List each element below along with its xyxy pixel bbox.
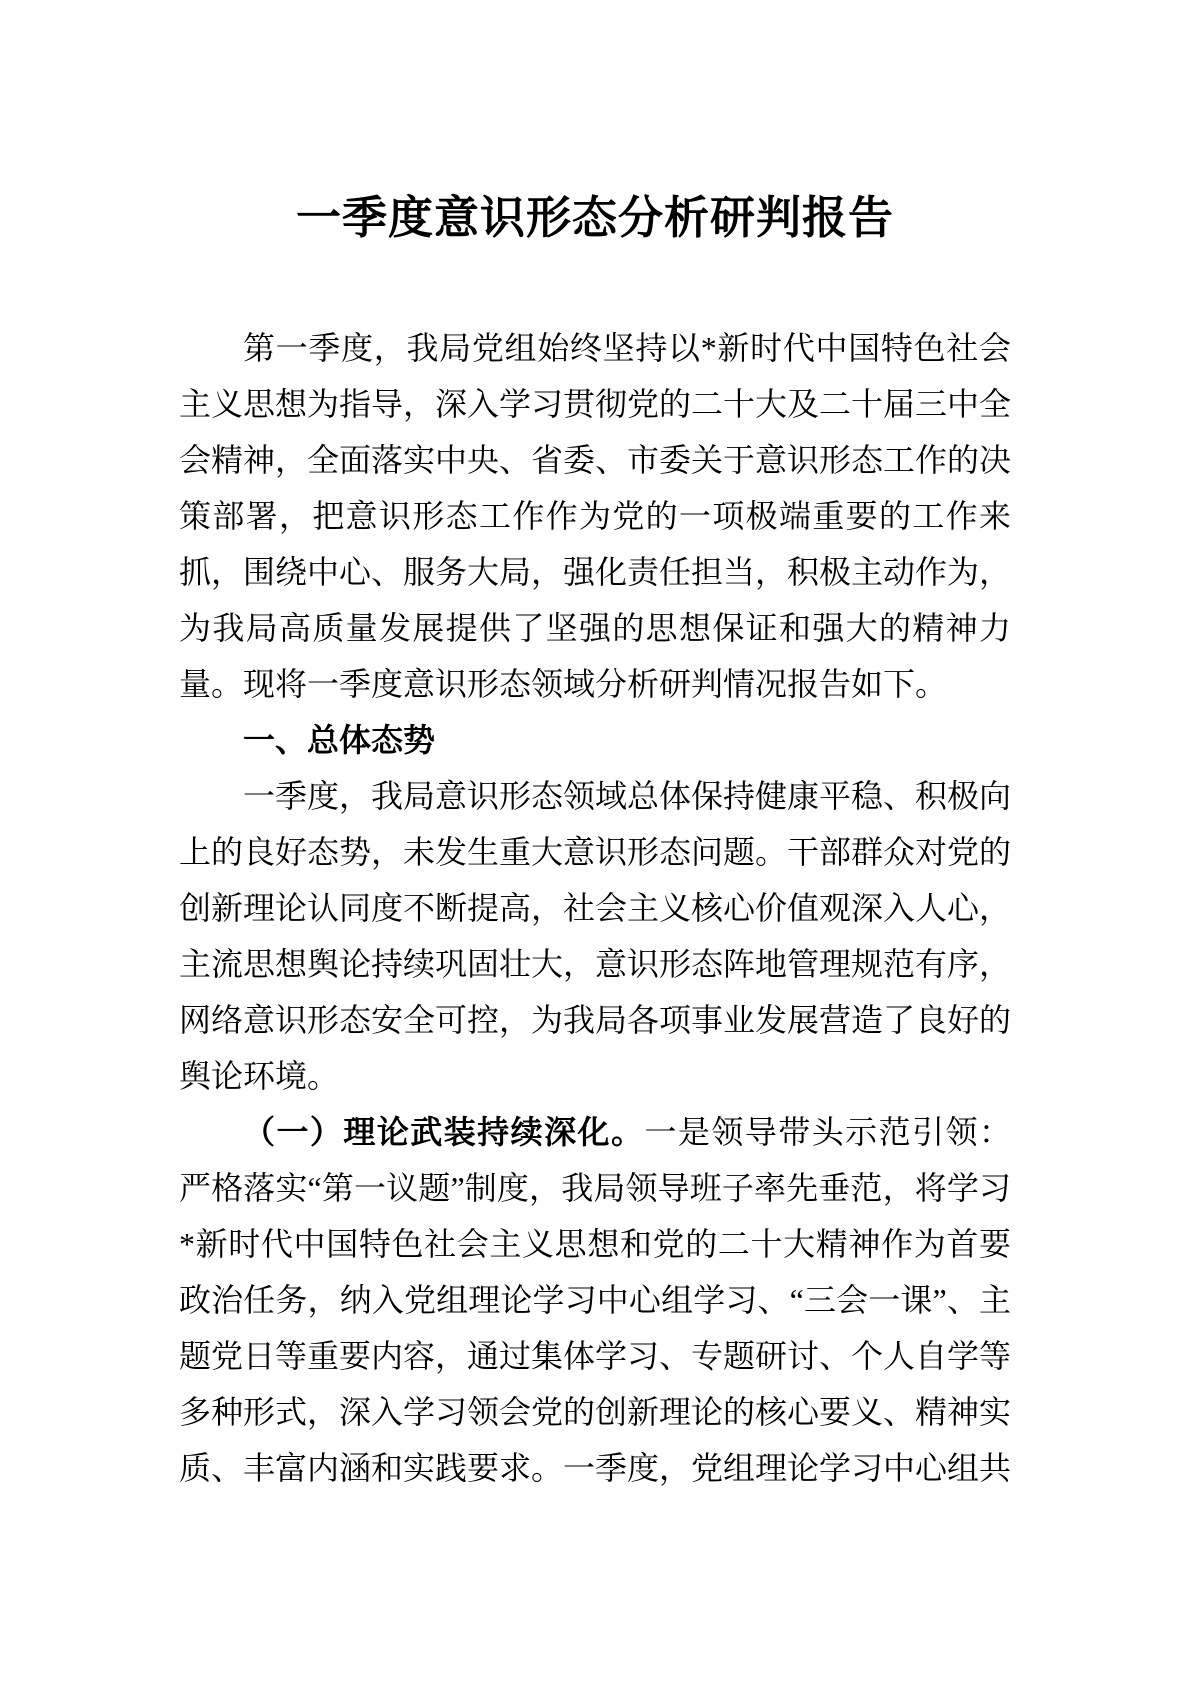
paragraph-intro: 第一季度，我局党组始终坚持以*新时代中国特色社会主义思想为指导，深入学习贯彻党的二十大及二十届三中全会精神，全面落实中央、省委、市委关于意识形态工作的决策部署，把意识形态工作作为党的一项极端重要的工作来抓，围绕中心、服务大局，强化责任担当，积极主动作为，为我局高质量发展提供了坚强的思想保证和强大的精神力量。现将一季度意识形态领域分析研判情况报告如下。 [179,330,1012,702]
section-heading-overall-situation: 一、总体态势 [243,722,436,758]
paragraph-theory-arming [179,1104,1011,1496]
paragraph-overall-situation: 一季度，我局意识形态领域总体保持健康平稳、积极向上的良好态势，未发生重大意识形态问题。干部群众对党的创新理论认同度不断提高，社会主义核心价值观深入人心，主流思想舆论持续巩固壮大，意识形态阵地管理规范有序，网络意识形态安全可控，为我局各项事业发展营造了良好的舆论环境。 [179,778,1012,1094]
subsection-point-lead: 一是领导带头示范引领： [644,1114,1011,1150]
document-title: 一季度意识形态分析研判报告 [295,193,894,243]
subsection-lead-theory-arming: （一）理论武装持续深化。 [243,1114,645,1150]
subsection-body-text: 严格落实“第一议题”制度，我局领导班子率先垂范，将学习*新时代中国特色社会主义思想和党的二十大精神作为首要政治任务，纳入党组理论学习中心组学习、“三会一课”、主题党日等重要内容，通过集体学习、专题研讨、个人自学等多种形式，深入学习领会党的创新理论的核心要义、精神实质、丰富内涵和实践要求。一季度，党组理论学习中心组共 [179,1170,1012,1486]
